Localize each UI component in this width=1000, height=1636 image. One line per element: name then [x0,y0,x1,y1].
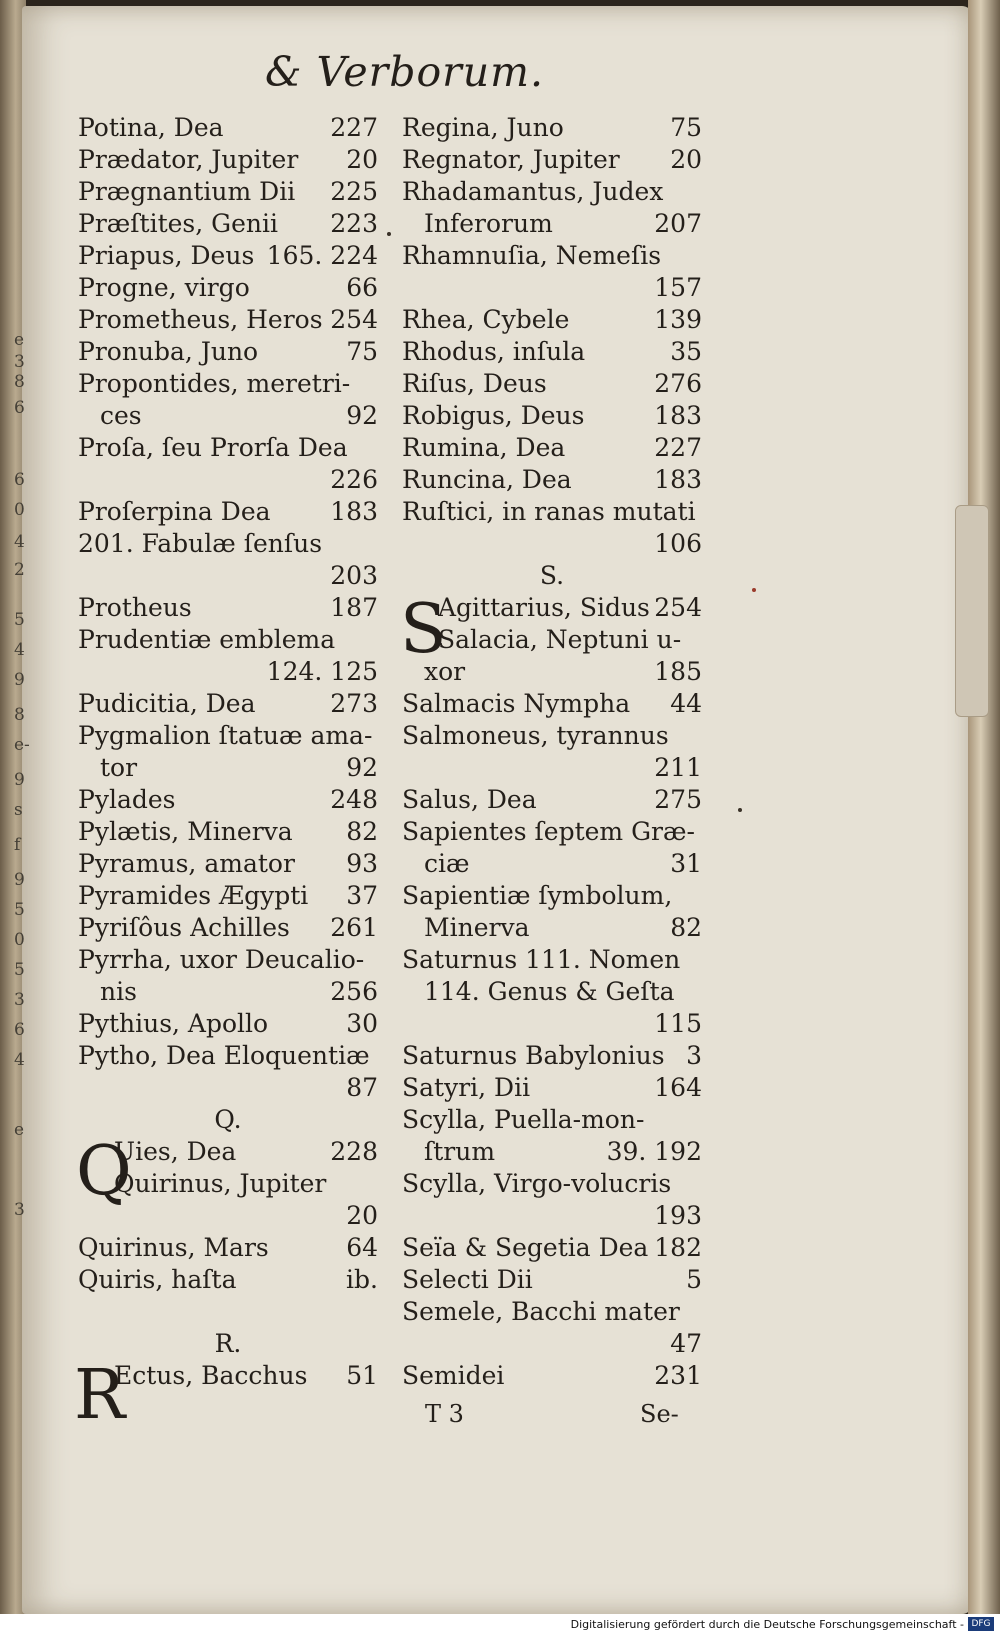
entry-term: Inferorum [424,209,553,238]
entry-page: 275 [654,785,702,814]
bleed-char: 4 [14,532,25,552]
bleed-char: 6 [14,470,25,490]
entry-term: Semidei [402,1361,505,1390]
index-entry [402,912,702,944]
entry-term: Robigus, Deus [402,401,585,430]
entry-page: 183 [654,401,702,430]
index-entry [78,464,378,496]
entry-term: Salmacis Nympha [402,689,631,718]
index-entry [402,400,702,432]
entry-page: 51 [346,1361,378,1390]
entry-term: Pythius, Apollo [78,1009,269,1038]
ink-speck [387,232,391,236]
index-entry [402,112,702,144]
entry-term: ſtrum [424,1137,496,1166]
initial-r: R [74,1356,126,1435]
entry-term: Potina, Dea [78,113,224,142]
entry-page: 187 [330,593,378,622]
index-entry [78,912,378,944]
index-entry [402,976,702,1008]
entry-page: 64 [346,1233,378,1262]
entry-page: 223 [330,209,378,238]
index-entry [78,816,378,848]
index-entry [402,880,702,912]
entry-term: Saturnus 111. Nomen [402,945,681,974]
bleed-char: 9 [14,770,25,790]
bleed-char: 0 [14,500,25,520]
index-entry [402,1296,702,1328]
index-entry [402,656,702,688]
entry-page: 256 [330,977,378,1006]
index-entry [402,1104,702,1136]
index-entry [402,464,702,496]
index-entry [78,240,378,272]
ink-speck [738,808,742,812]
entry-term: Riſus, Deus [402,369,547,398]
entry-term: Quirinus, Mars [78,1233,269,1262]
index-entry [78,304,378,336]
entry-term: 201. Fabulæ ſenſus [78,529,323,558]
bleed-char: s [14,800,23,820]
entry-term: Prædator, Jupiter [78,145,299,174]
entry-page: 20 [346,1201,378,1230]
entry-term: Quiris, haſta [78,1265,237,1294]
index-entry [78,1072,378,1104]
entry-term: Runcina, Dea [402,465,572,494]
entry-page: 203 [330,561,378,590]
entry-term: Ruſtici, in ranas mutati [402,497,696,526]
entry-page: 3 [686,1041,702,1070]
bleed-char: 5 [14,960,25,980]
index-entry [78,656,378,688]
index-column-right [402,112,702,1392]
entry-term: Protheus [78,593,192,622]
entry-page: 44 [670,689,702,718]
bleed-char: f [14,835,21,855]
index-entry [402,368,702,400]
index-entry [78,720,378,752]
entry-term: xor [424,657,466,686]
entry-term: Pudicitia, Dea [78,689,256,718]
entry-page: 92 [346,401,378,430]
entry-term: Rhodus, inſula [402,337,586,366]
index-entry [78,1296,378,1328]
index-entry [402,176,702,208]
entry-page: 39. 192 [606,1137,702,1166]
book-clasp [955,505,989,717]
bleed-char: 2 [14,560,25,580]
index-entry [402,1360,702,1392]
running-head: & Verborum. [265,48,545,96]
index-entry [78,176,378,208]
entry-term: Proſa, ſeu Prorſa Dea [78,433,348,462]
entry-term: Selecti Dii [402,1265,533,1294]
entry-term: Uies, Dea [114,1137,237,1166]
entry-term: Pylades [78,785,176,814]
dfg-logo: DFG [968,1617,994,1631]
index-entry [402,1136,702,1168]
entry-term: Pyrrha, uxor Deucalio- [78,945,365,974]
bleed-char: 3 [14,1200,25,1220]
entry-page: 225 [330,177,378,206]
index-entry [402,624,702,656]
index-entry [78,336,378,368]
entry-page: 231 [654,1361,702,1390]
bleed-char: 6 [14,398,25,418]
entry-term: Pyramides Ægypti [78,881,309,910]
index-entry [402,272,702,304]
entry-term: Rhamnuſia, Nemeſis [402,241,662,270]
entry-page: 157 [654,273,702,302]
bleed-char: 8 [14,372,25,392]
entry-term: Semele, Bacchi mater [402,1297,680,1326]
bleed-char: 5 [14,610,25,630]
entry-page: 20 [670,145,702,174]
entry-page: 164 [654,1073,702,1102]
index-entry [78,752,378,784]
signature-mark: T 3 [425,1400,464,1428]
index-entry [78,624,378,656]
entry-page: 182 [654,1233,702,1262]
entry-page: 82 [346,817,378,846]
bleed-through-margin [14,0,34,1600]
index-entry [78,976,378,1008]
entry-term: ces [100,401,142,430]
entry-page: 139 [654,305,702,334]
index-entry [78,112,378,144]
bleed-char: 9 [14,670,25,690]
index-entry [402,304,702,336]
entry-page: 183 [654,465,702,494]
entry-term: Pronuba, Juno [78,337,259,366]
entry-page: ib. [346,1265,378,1294]
bleed-char: 4 [14,1050,25,1070]
entry-term: Regnator, Jupiter [402,145,620,174]
entry-term: Minerva [424,913,530,942]
entry-page: 226 [330,465,378,494]
entry-page: 35 [670,337,702,366]
index-entry [78,208,378,240]
bleed-char: 0 [14,930,25,950]
bleed-char: 8 [14,705,25,725]
entry-term: R. [214,1329,242,1358]
index-entry [78,1040,378,1072]
entry-page: 47 [670,1329,702,1358]
entry-term: Scylla, Virgo-volucris [402,1169,672,1198]
entry-term: Pylætis, Minerva [78,817,293,846]
entry-page: 248 [330,785,378,814]
entry-term: 114. Genus & Geſta [424,977,675,1006]
index-entry [402,528,702,560]
index-entry [402,336,702,368]
entry-page: 165. 224 [266,241,378,270]
index-entry [78,1008,378,1040]
index-entry [402,688,702,720]
entry-term: Rumina, Dea [402,433,566,462]
page-edge [968,0,1000,1636]
entry-page: 31 [670,849,702,878]
entry-page: 211 [654,753,702,782]
entry-term: Agittarius, Sidus [438,593,650,622]
entry-term: Sapientiæ ſymbolum, [402,881,673,910]
index-entry [78,592,378,624]
entry-page: 75 [670,113,702,142]
entry-term: Salus, Dea [402,785,537,814]
index-entry [78,1264,378,1296]
entry-term: Pygmalion ſtatuæ ama- [78,721,373,750]
index-entry [78,1232,378,1264]
entry-page: 273 [330,689,378,718]
entry-page: 20 [346,145,378,174]
index-entry [402,144,702,176]
index-entry [78,432,378,464]
entry-page: 254 [654,593,702,622]
index-entry [402,1264,702,1296]
entry-page: 93 [346,849,378,878]
index-entry [78,688,378,720]
entry-term: Propontides, meretri- [78,369,351,398]
index-entry [78,784,378,816]
entry-page: 30 [346,1009,378,1038]
index-entry [402,944,702,976]
bleed-char: e [14,330,25,350]
entry-page: 207 [654,209,702,238]
entry-page: 92 [346,753,378,782]
entry-term: Prudentiæ emblema [78,625,336,654]
entry-page: 5 [686,1265,702,1294]
entry-term: Prægnantium Dii [78,177,296,206]
ink-speck [752,588,756,592]
entry-term: Pytho, Dea Eloquentiæ [78,1041,370,1070]
index-entry [78,368,378,400]
index-entry [402,1328,702,1360]
entry-page: 227 [330,113,378,142]
index-entry [78,880,378,912]
entry-term: Proſerpina Dea [78,497,271,526]
entry-page: 193 [654,1201,702,1230]
entry-term: Pyriſôus Achilles [78,913,290,942]
entry-term: Pyramus, amator [78,849,295,878]
entry-page: 106 [654,529,702,558]
index-entry [78,272,378,304]
entry-term: Salmoneus, tyrannus [402,721,669,750]
index-entry [402,816,702,848]
footer-credit: Digitalisierung gefördert durch die Deutsche Forschungsgemeinschaft - [570,1618,964,1631]
entry-term: Priapus, Deus [78,241,255,270]
entry-term: Quirinus, Jupiter [114,1169,327,1198]
entry-page: 228 [330,1137,378,1166]
entry-term: Rhadamantus, Judex [402,177,664,206]
index-entry [78,848,378,880]
index-entry [402,1200,702,1232]
entry-page: 254 [330,305,378,334]
entry-term: Sapientes ſeptem Græ- [402,817,695,846]
entry-page: 124. 125 [266,657,378,686]
entry-term: Ectus, Bacchus [114,1361,308,1390]
index-entry [78,560,378,592]
index-entry [402,720,702,752]
entry-term: ciæ [424,849,470,878]
entry-term: Præſtites, Genii [78,209,278,238]
index-entry [402,1232,702,1264]
entry-term: Prometheus, Heros [78,305,323,334]
index-entry [402,208,702,240]
entry-page: 87 [346,1073,378,1102]
index-entry [402,496,702,528]
entry-term: nis [100,977,137,1006]
index-entry [402,752,702,784]
entry-term: Progne, virgo [78,273,250,302]
entry-page: 276 [654,369,702,398]
entry-page: 75 [346,337,378,366]
entry-term: S. [539,561,565,590]
bleed-char: 4 [14,640,25,660]
index-entry [402,240,702,272]
footer-bar [0,1614,1000,1636]
entry-term: Q. [214,1105,242,1134]
entry-page: 261 [330,913,378,942]
index-entry [78,400,378,432]
entry-page: 66 [346,273,378,302]
bleed-char: e- [14,735,30,755]
bleed-char: 3 [14,990,25,1010]
bleed-char: 3 [14,352,25,372]
bleed-char: e [14,1120,25,1140]
entry-page: 37 [346,881,378,910]
entry-term: tor [100,753,138,782]
entry-term: Regina, Juno [402,113,564,142]
initial-q: Q [76,1132,132,1211]
bleed-char: 9 [14,870,25,890]
index-entry [402,1168,702,1200]
index-entry [402,432,702,464]
index-entry [402,560,702,592]
entry-term: Scylla, Puella-mon- [402,1105,645,1134]
index-entry [402,848,702,880]
index-entry [78,944,378,976]
entry-page: 115 [654,1009,702,1038]
entry-term: Satyri, Dii [402,1073,531,1102]
entry-term: Seïa & Segetia Dea [402,1233,649,1262]
index-entry [78,496,378,528]
index-entry [402,592,702,624]
index-entry [402,1008,702,1040]
index-entry [78,144,378,176]
entry-term: Saturnus Babylonius [402,1041,665,1070]
index-entry [402,1040,702,1072]
entry-term: Rhea, Cybele [402,305,570,334]
bleed-char: 5 [14,900,25,920]
index-entry [402,1072,702,1104]
entry-page: 227 [654,433,702,462]
entry-page: 183 [330,497,378,526]
bleed-char: 6 [14,1020,25,1040]
entry-page: 185 [654,657,702,686]
index-entry [78,528,378,560]
entry-page: 82 [670,913,702,942]
catchword: Se- [640,1400,679,1428]
entry-term: Salacia, Neptuni u- [438,625,682,654]
initial-s: S [400,590,447,669]
index-entry [402,784,702,816]
